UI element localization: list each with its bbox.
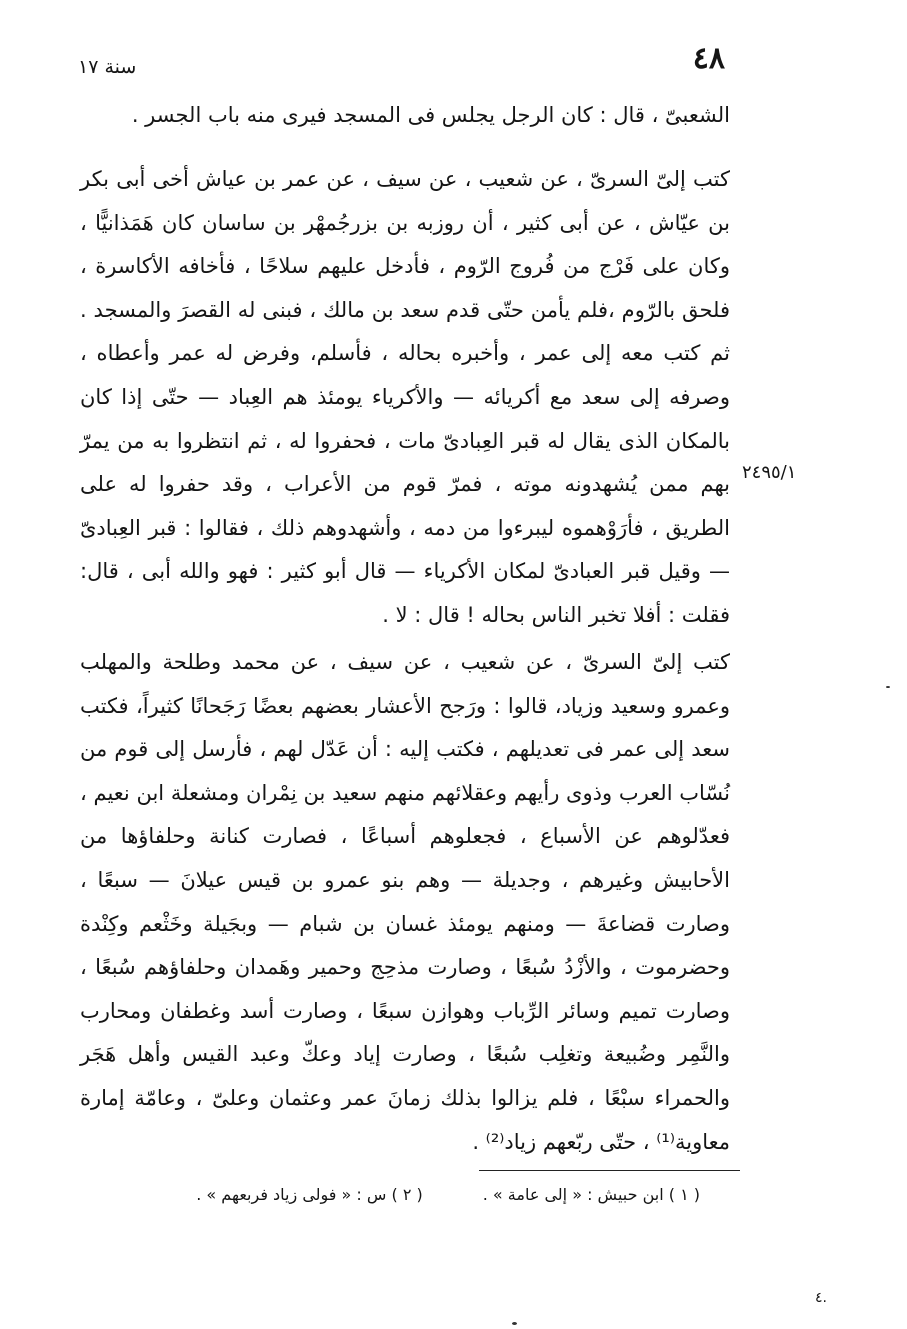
scan-speck xyxy=(512,1322,517,1325)
footnote-1: ( ١ ) ابن حبيش : « إلى عامة » . xyxy=(482,1185,700,1204)
paragraph-1: الشعبىّ ، قال : كان الرجل يجلس فى المسجد فيرى منه باب الجسر . xyxy=(131,103,730,127)
paragraph-3: كتب إلىّ السرىّ ، عن شعيب ، عن سيف ، عن محمد وطلحة والمهلب وعمرو وسعيد وزياد، قالوا : ورَجح الأعشار بعضهم بعضًا رَجَحانًا كثيراً، فكتب سعد إلى عمر فى تعديلهم ، فكتب إليه : أن عَدّل لهم ، فأرسل إلى قوم من نُسّاب العرب وذوى رأيهم وعقلائهم منهم سعيد بن نِمْران ومشعلة ابن نعيم ، فعدّلوهم عن الأسباع ، فجعلوهم أسباعًا ، فصارت كنانة وحلفاؤها من الأحابيش وغيرهم ، وجديلة — وهم بنو عمرو بن قيس عيلانَ — سبعًا ، وصارت قضاعةَ — ومنهم يومئذ غسان بن شبام — وبجَيلة وخَثْعم وكِنْدة وحضرموت ، والأزْدُ سُبعًا ، وصارت مذحِج وحمير وهَمدان وحلفاؤهم سُبعًا ، وصارت تميم وسائر الرِّباب وهوازن سبعًا ، وصارت أسد وغطفان ومحارب والنَّمِر وضُبيعة وتغلِب سُبعًا ، وصارت إياد وعكّ وعبد القيس وأهل هَجَر والحمراء سبْعًا ، فلم يزالوا بذلك زمانَ عمر وعثمان وعلىّ ، وعامّة إمارة معاوية⁽¹⁾ ، حتّى ربّعهم زياد⁽²⁾ . xyxy=(80,650,730,1154)
paragraph-2: كتب إلىّ السرىّ ، عن شعيب ، عن سيف ، عن عمر بن عياش أخى أبى بكر بن عيّاش ، عن أبى كثير ، أن روزبه بن بزرجُمهْر بن ساسان كان هَمَذانيًّا ، وكان على فَرْج من فُروج الرّوم ، فأدخل عليهم سلاحًا ، فأخافه الأكاسرة ، فلحق بالرّوم ،فلم يأمن حتّى قدم سعد بن مالك ، فبنى له القصرَ والمسجد . ثم كتب معه إلى عمر ، وأخبره بحاله ، فأسلم، وفرض له عمر وأعطاه ، وصرفه إلى سعد مع أكريائه — والأكرياء يومئذ هم العِباد — حتّى إذا كان بالمكان الذى يقال له قبر العِبادىّ مات ، فحفروا له ، ثم انتظروا به من يمرّ بهم ممن يُشهدونه موته ، فمرّ قوم من الأعراب ، وقد حفروا له على الطريق ، فأرَوْهموه ليبرءوا من دمه ، وأشهدوهم ذلك ، فقالوا : قبر العِبادىّ — وقيل قبر العبادىّ لمكان الأكرياء — قال أبو كثير : فهو والله أبى ، قال: فقلت : أفلا تخبر الناس بحاله ! قال : لا . xyxy=(80,167,730,627)
page-number: ٤٨ xyxy=(692,41,725,76)
footnote-2: ( ٢ ) س : « فولى زياد فربعهم » . xyxy=(196,1185,423,1204)
footnote-rule xyxy=(479,1170,740,1171)
running-header-year: سنة ١٧ xyxy=(78,56,137,78)
scan-speck xyxy=(886,686,890,688)
margin-reference: ٢٤٩٥/١ xyxy=(742,462,797,483)
footnotes xyxy=(110,1180,700,1210)
corner-mark: ٤. xyxy=(815,1290,827,1306)
